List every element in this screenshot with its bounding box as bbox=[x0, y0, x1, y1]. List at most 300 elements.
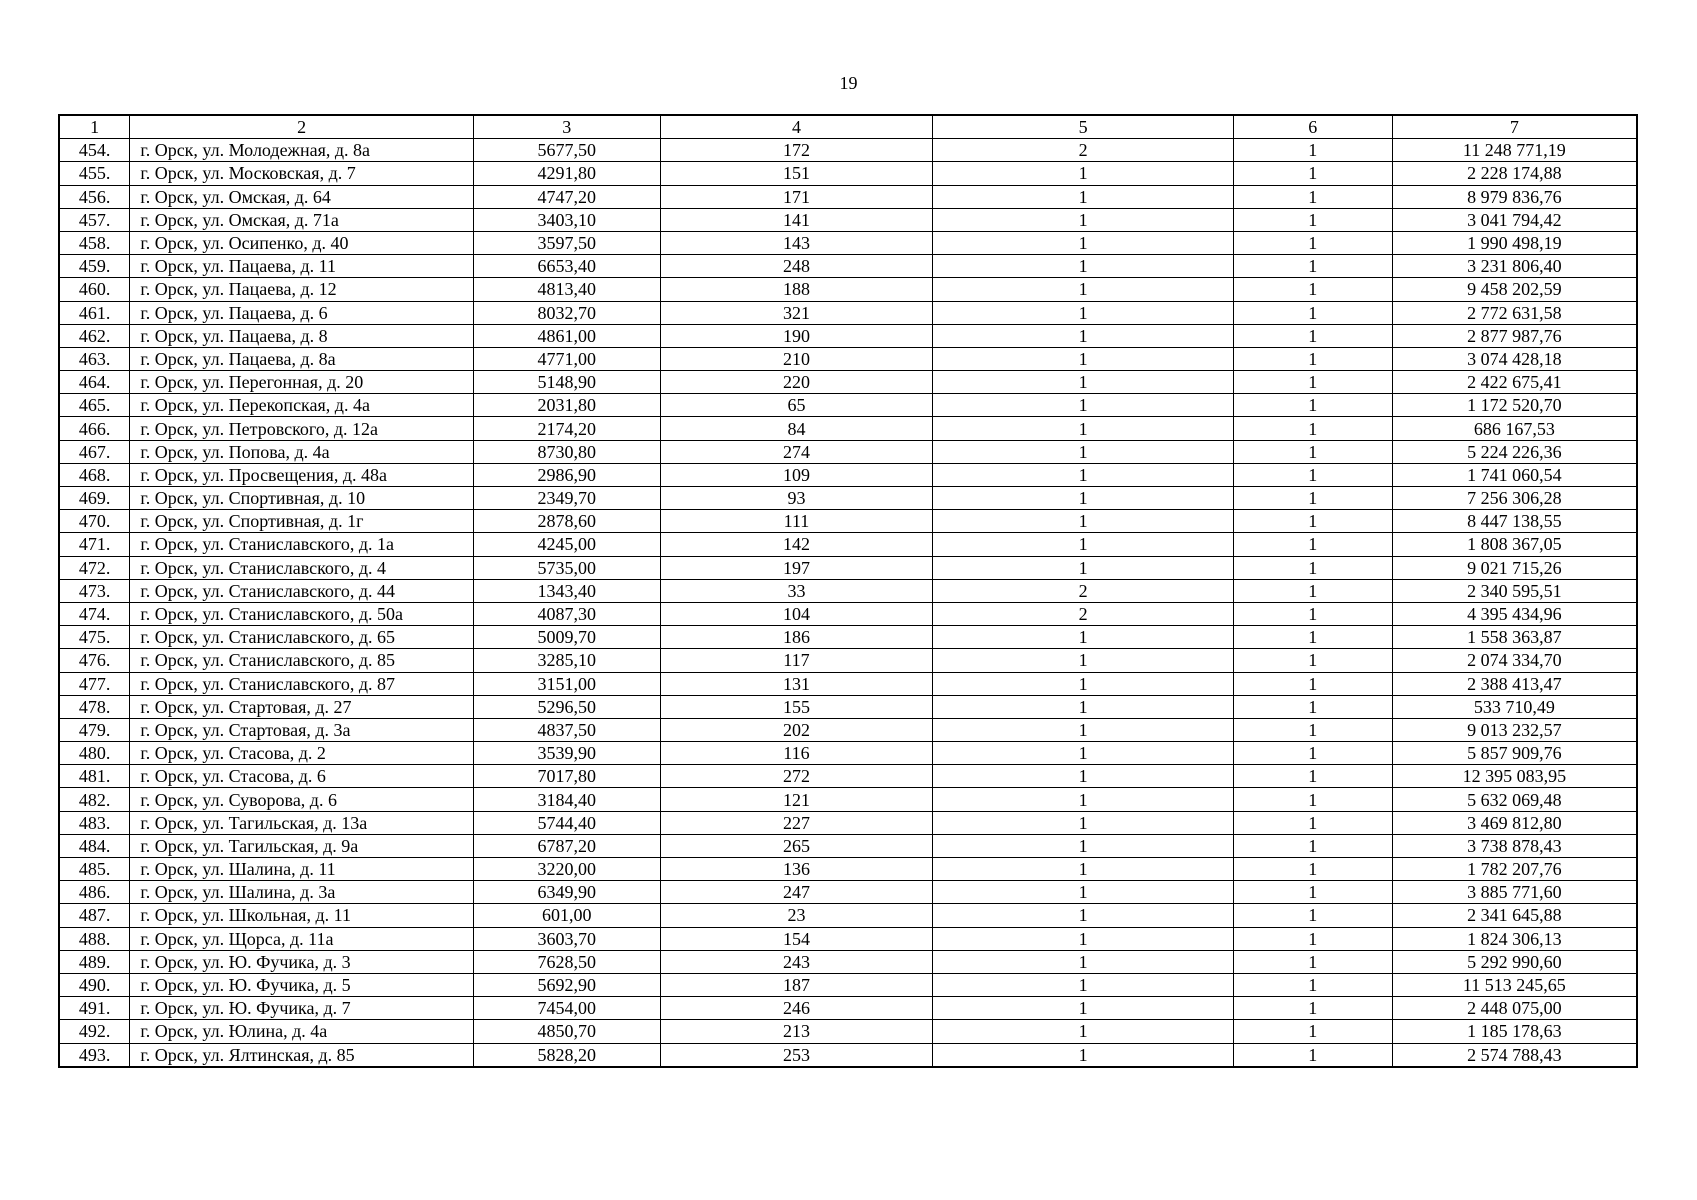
column-header: 5 bbox=[933, 115, 1234, 139]
col6-cell: 1 bbox=[1233, 788, 1392, 811]
column-header: 3 bbox=[473, 115, 660, 139]
row-number-cell: 468. bbox=[59, 463, 130, 486]
area-cell: 3285,10 bbox=[473, 649, 660, 672]
count-cell: 155 bbox=[660, 695, 933, 718]
count-cell: 151 bbox=[660, 162, 933, 185]
row-number-cell: 478. bbox=[59, 695, 130, 718]
address-cell: г. Орск, ул. Юлина, д. 4а bbox=[130, 1020, 474, 1043]
count-cell: 187 bbox=[660, 973, 933, 996]
address-cell: г. Орск, ул. Тагильская, д. 9а bbox=[130, 834, 474, 857]
area-cell: 6653,40 bbox=[473, 255, 660, 278]
col5-cell: 1 bbox=[933, 811, 1234, 834]
col5-cell: 1 bbox=[933, 950, 1234, 973]
amount-cell: 1 172 520,70 bbox=[1392, 394, 1637, 417]
col6-cell: 1 bbox=[1233, 533, 1392, 556]
row-number-cell: 481. bbox=[59, 765, 130, 788]
address-cell: г. Орск, ул. Перекопская, д. 4а bbox=[130, 394, 474, 417]
count-cell: 143 bbox=[660, 231, 933, 254]
address-cell: г. Орск, ул. Ю. Фучика, д. 7 bbox=[130, 997, 474, 1020]
area-cell: 3220,00 bbox=[473, 858, 660, 881]
row-number-cell: 473. bbox=[59, 579, 130, 602]
area-cell: 5296,50 bbox=[473, 695, 660, 718]
table-row bbox=[59, 672, 1637, 695]
count-cell: 65 bbox=[660, 394, 933, 417]
area-cell: 5735,00 bbox=[473, 556, 660, 579]
count-cell: 154 bbox=[660, 927, 933, 950]
column-header: 6 bbox=[1233, 115, 1392, 139]
table-row bbox=[59, 626, 1637, 649]
area-cell: 4747,20 bbox=[473, 185, 660, 208]
area-cell: 3184,40 bbox=[473, 788, 660, 811]
column-header: 1 bbox=[59, 115, 130, 139]
table-row bbox=[59, 1043, 1637, 1067]
row-number-cell: 487. bbox=[59, 904, 130, 927]
table-row bbox=[59, 904, 1637, 927]
area-cell: 4245,00 bbox=[473, 533, 660, 556]
amount-cell: 3 074 428,18 bbox=[1392, 347, 1637, 370]
table-row bbox=[59, 718, 1637, 741]
area-cell: 5692,90 bbox=[473, 973, 660, 996]
address-cell: г. Орск, ул. Попова, д. 4а bbox=[130, 440, 474, 463]
count-cell: 265 bbox=[660, 834, 933, 857]
table-row bbox=[59, 255, 1637, 278]
count-cell: 321 bbox=[660, 301, 933, 324]
area-cell: 5009,70 bbox=[473, 626, 660, 649]
amount-cell: 11 513 245,65 bbox=[1392, 973, 1637, 996]
amount-cell: 1 558 363,87 bbox=[1392, 626, 1637, 649]
address-cell: г. Орск, ул. Спортивная, д. 10 bbox=[130, 487, 474, 510]
table-row bbox=[59, 371, 1637, 394]
col5-cell: 1 bbox=[933, 255, 1234, 278]
amount-cell: 1 990 498,19 bbox=[1392, 231, 1637, 254]
column-header: 7 bbox=[1392, 115, 1637, 139]
address-cell: г. Орск, ул. Щорса, д. 11а bbox=[130, 927, 474, 950]
col5-cell: 1 bbox=[933, 973, 1234, 996]
address-cell: г. Орск, ул. Станиславского, д. 65 bbox=[130, 626, 474, 649]
table-row bbox=[59, 487, 1637, 510]
col5-cell: 1 bbox=[933, 463, 1234, 486]
area-cell: 2986,90 bbox=[473, 463, 660, 486]
address-cell: г. Орск, ул. Шалина, д. 3а bbox=[130, 881, 474, 904]
table-row bbox=[59, 1020, 1637, 1043]
amount-cell: 9 013 232,57 bbox=[1392, 718, 1637, 741]
row-number-cell: 474. bbox=[59, 602, 130, 625]
col5-cell: 1 bbox=[933, 347, 1234, 370]
address-cell: г. Орск, ул. Шалина, д. 11 bbox=[130, 858, 474, 881]
col6-cell: 1 bbox=[1233, 440, 1392, 463]
row-number-cell: 454. bbox=[59, 139, 130, 162]
count-cell: 111 bbox=[660, 510, 933, 533]
table-row bbox=[59, 927, 1637, 950]
table-row bbox=[59, 788, 1637, 811]
count-cell: 33 bbox=[660, 579, 933, 602]
col6-cell: 1 bbox=[1233, 487, 1392, 510]
table-row bbox=[59, 695, 1637, 718]
table-row bbox=[59, 301, 1637, 324]
table-row bbox=[59, 811, 1637, 834]
col6-cell: 1 bbox=[1233, 672, 1392, 695]
address-cell: г. Орск, ул. Ю. Фучика, д. 3 bbox=[130, 950, 474, 973]
col5-cell: 1 bbox=[933, 185, 1234, 208]
row-number-cell: 482. bbox=[59, 788, 130, 811]
count-cell: 93 bbox=[660, 487, 933, 510]
row-number-cell: 465. bbox=[59, 394, 130, 417]
col6-cell: 1 bbox=[1233, 255, 1392, 278]
address-cell: г. Орск, ул. Московская, д. 7 bbox=[130, 162, 474, 185]
count-cell: 141 bbox=[660, 208, 933, 231]
amount-cell: 686 167,53 bbox=[1392, 417, 1637, 440]
area-cell: 6349,90 bbox=[473, 881, 660, 904]
address-cell: г. Орск, ул. Стартовая, д. 3а bbox=[130, 718, 474, 741]
area-cell: 8032,70 bbox=[473, 301, 660, 324]
table-row bbox=[59, 950, 1637, 973]
amount-cell: 3 231 806,40 bbox=[1392, 255, 1637, 278]
table-row bbox=[59, 162, 1637, 185]
table-header-row bbox=[59, 115, 1637, 139]
table-row bbox=[59, 208, 1637, 231]
col6-cell: 1 bbox=[1233, 997, 1392, 1020]
col6-cell: 1 bbox=[1233, 858, 1392, 881]
col6-cell: 1 bbox=[1233, 324, 1392, 347]
col6-cell: 1 bbox=[1233, 231, 1392, 254]
col6-cell: 1 bbox=[1233, 417, 1392, 440]
col5-cell: 1 bbox=[933, 1020, 1234, 1043]
row-number-cell: 455. bbox=[59, 162, 130, 185]
row-number-cell: 462. bbox=[59, 324, 130, 347]
area-cell: 3597,50 bbox=[473, 231, 660, 254]
address-cell: г. Орск, ул. Станиславского, д. 87 bbox=[130, 672, 474, 695]
table-row bbox=[59, 533, 1637, 556]
area-cell: 8730,80 bbox=[473, 440, 660, 463]
col5-cell: 1 bbox=[933, 672, 1234, 695]
table-row bbox=[59, 463, 1637, 486]
amount-cell: 1 808 367,05 bbox=[1392, 533, 1637, 556]
count-cell: 227 bbox=[660, 811, 933, 834]
area-cell: 2349,70 bbox=[473, 487, 660, 510]
count-cell: 84 bbox=[660, 417, 933, 440]
amount-cell: 533 710,49 bbox=[1392, 695, 1637, 718]
row-number-cell: 493. bbox=[59, 1043, 130, 1067]
table-row bbox=[59, 510, 1637, 533]
col6-cell: 1 bbox=[1233, 556, 1392, 579]
col5-cell: 1 bbox=[933, 765, 1234, 788]
col6-cell: 1 bbox=[1233, 695, 1392, 718]
col6-cell: 1 bbox=[1233, 185, 1392, 208]
col6-cell: 1 bbox=[1233, 649, 1392, 672]
amount-cell: 2 340 595,51 bbox=[1392, 579, 1637, 602]
address-cell: г. Орск, ул. Петровского, д. 12а bbox=[130, 417, 474, 440]
col6-cell: 1 bbox=[1233, 973, 1392, 996]
col5-cell: 1 bbox=[933, 927, 1234, 950]
row-number-cell: 459. bbox=[59, 255, 130, 278]
table-row bbox=[59, 185, 1637, 208]
col6-cell: 1 bbox=[1233, 811, 1392, 834]
area-cell: 3603,70 bbox=[473, 927, 660, 950]
col5-cell: 1 bbox=[933, 834, 1234, 857]
row-number-cell: 490. bbox=[59, 973, 130, 996]
table-row bbox=[59, 394, 1637, 417]
col6-cell: 1 bbox=[1233, 463, 1392, 486]
row-number-cell: 457. bbox=[59, 208, 130, 231]
address-cell: г. Орск, ул. Пацаева, д. 6 bbox=[130, 301, 474, 324]
col6-cell: 1 bbox=[1233, 718, 1392, 741]
table-body bbox=[59, 139, 1637, 1067]
row-number-cell: 456. bbox=[59, 185, 130, 208]
table-row bbox=[59, 231, 1637, 254]
col5-cell: 1 bbox=[933, 301, 1234, 324]
area-cell: 5828,20 bbox=[473, 1043, 660, 1067]
area-cell: 4837,50 bbox=[473, 718, 660, 741]
amount-cell: 5 224 226,36 bbox=[1392, 440, 1637, 463]
area-cell: 4861,00 bbox=[473, 324, 660, 347]
col5-cell: 1 bbox=[933, 718, 1234, 741]
count-cell: 274 bbox=[660, 440, 933, 463]
table-row bbox=[59, 765, 1637, 788]
page-number: 19 bbox=[839, 73, 858, 93]
col6-cell: 1 bbox=[1233, 510, 1392, 533]
col5-cell: 2 bbox=[933, 579, 1234, 602]
address-cell: г. Орск, ул. Станиславского, д. 44 bbox=[130, 579, 474, 602]
col6-cell: 1 bbox=[1233, 1043, 1392, 1067]
col5-cell: 1 bbox=[933, 417, 1234, 440]
row-number-cell: 480. bbox=[59, 742, 130, 765]
amount-cell: 5 857 909,76 bbox=[1392, 742, 1637, 765]
col5-cell: 1 bbox=[933, 371, 1234, 394]
row-number-cell: 467. bbox=[59, 440, 130, 463]
table-row bbox=[59, 742, 1637, 765]
col5-cell: 1 bbox=[933, 324, 1234, 347]
col5-cell: 1 bbox=[933, 208, 1234, 231]
col5-cell: 1 bbox=[933, 162, 1234, 185]
col5-cell: 1 bbox=[933, 742, 1234, 765]
address-cell: г. Орск, ул. Спортивная, д. 1г bbox=[130, 510, 474, 533]
amount-cell: 11 248 771,19 bbox=[1392, 139, 1637, 162]
address-cell: г. Орск, ул. Омская, д. 71а bbox=[130, 208, 474, 231]
column-header: 2 bbox=[130, 115, 474, 139]
amount-cell: 2 228 174,88 bbox=[1392, 162, 1637, 185]
amount-cell: 1 741 060,54 bbox=[1392, 463, 1637, 486]
table-row bbox=[59, 347, 1637, 370]
col6-cell: 1 bbox=[1233, 347, 1392, 370]
area-cell: 4291,80 bbox=[473, 162, 660, 185]
row-number-cell: 472. bbox=[59, 556, 130, 579]
table-row bbox=[59, 139, 1637, 162]
col5-cell: 1 bbox=[933, 510, 1234, 533]
table-row bbox=[59, 997, 1637, 1020]
amount-cell: 5 632 069,48 bbox=[1392, 788, 1637, 811]
col6-cell: 1 bbox=[1233, 742, 1392, 765]
address-cell: г. Орск, ул. Станиславского, д. 4 bbox=[130, 556, 474, 579]
amount-cell: 5 292 990,60 bbox=[1392, 950, 1637, 973]
col6-cell: 1 bbox=[1233, 881, 1392, 904]
count-cell: 246 bbox=[660, 997, 933, 1020]
row-number-cell: 486. bbox=[59, 881, 130, 904]
col5-cell: 1 bbox=[933, 997, 1234, 1020]
count-cell: 197 bbox=[660, 556, 933, 579]
row-number-cell: 463. bbox=[59, 347, 130, 370]
address-cell: г. Орск, ул. Тагильская, д. 13а bbox=[130, 811, 474, 834]
area-cell: 4813,40 bbox=[473, 278, 660, 301]
col5-cell: 1 bbox=[933, 533, 1234, 556]
count-cell: 202 bbox=[660, 718, 933, 741]
col5-cell: 1 bbox=[933, 394, 1234, 417]
col6-cell: 1 bbox=[1233, 765, 1392, 788]
address-cell: г. Орск, ул. Стартовая, д. 27 bbox=[130, 695, 474, 718]
count-cell: 136 bbox=[660, 858, 933, 881]
address-cell: г. Орск, ул. Ялтинская, д. 85 bbox=[130, 1043, 474, 1067]
address-cell: г. Орск, ул. Осипенко, д. 40 bbox=[130, 231, 474, 254]
col6-cell: 1 bbox=[1233, 1020, 1392, 1043]
count-cell: 243 bbox=[660, 950, 933, 973]
row-number-cell: 475. bbox=[59, 626, 130, 649]
amount-cell: 8 979 836,76 bbox=[1392, 185, 1637, 208]
col5-cell: 1 bbox=[933, 695, 1234, 718]
address-cell: г. Орск, ул. Станиславского, д. 1а bbox=[130, 533, 474, 556]
column-header: 4 bbox=[660, 115, 933, 139]
row-number-cell: 484. bbox=[59, 834, 130, 857]
col6-cell: 1 bbox=[1233, 162, 1392, 185]
address-cell: г. Орск, ул. Стасова, д. 6 bbox=[130, 765, 474, 788]
address-cell: г. Орск, ул. Просвещения, д. 48а bbox=[130, 463, 474, 486]
col5-cell: 1 bbox=[933, 556, 1234, 579]
row-number-cell: 477. bbox=[59, 672, 130, 695]
table-row bbox=[59, 649, 1637, 672]
col6-cell: 1 bbox=[1233, 208, 1392, 231]
amount-cell: 9 021 715,26 bbox=[1392, 556, 1637, 579]
area-cell: 3539,90 bbox=[473, 742, 660, 765]
count-cell: 272 bbox=[660, 765, 933, 788]
row-number-cell: 483. bbox=[59, 811, 130, 834]
count-cell: 23 bbox=[660, 904, 933, 927]
address-cell: г. Орск, ул. Суворова, д. 6 bbox=[130, 788, 474, 811]
address-cell: г. Орск, ул. Школьная, д. 11 bbox=[130, 904, 474, 927]
amount-cell: 3 738 878,43 bbox=[1392, 834, 1637, 857]
row-number-cell: 466. bbox=[59, 417, 130, 440]
amount-cell: 8 447 138,55 bbox=[1392, 510, 1637, 533]
area-cell: 2031,80 bbox=[473, 394, 660, 417]
area-cell: 601,00 bbox=[473, 904, 660, 927]
col5-cell: 2 bbox=[933, 602, 1234, 625]
amount-cell: 1 824 306,13 bbox=[1392, 927, 1637, 950]
col6-cell: 1 bbox=[1233, 834, 1392, 857]
area-cell: 5148,90 bbox=[473, 371, 660, 394]
col6-cell: 1 bbox=[1233, 278, 1392, 301]
area-cell: 4850,70 bbox=[473, 1020, 660, 1043]
row-number-cell: 479. bbox=[59, 718, 130, 741]
row-number-cell: 471. bbox=[59, 533, 130, 556]
col5-cell: 1 bbox=[933, 487, 1234, 510]
table-row bbox=[59, 579, 1637, 602]
col6-cell: 1 bbox=[1233, 904, 1392, 927]
table-row bbox=[59, 440, 1637, 463]
table-row bbox=[59, 417, 1637, 440]
count-cell: 171 bbox=[660, 185, 933, 208]
row-number-cell: 488. bbox=[59, 927, 130, 950]
amount-cell: 2 341 645,88 bbox=[1392, 904, 1637, 927]
address-cell: г. Орск, ул. Молодежная, д. 8а bbox=[130, 139, 474, 162]
row-number-cell: 476. bbox=[59, 649, 130, 672]
address-cell: г. Орск, ул. Перегонная, д. 20 bbox=[130, 371, 474, 394]
row-number-cell: 464. bbox=[59, 371, 130, 394]
count-cell: 248 bbox=[660, 255, 933, 278]
area-cell: 7628,50 bbox=[473, 950, 660, 973]
area-cell: 3403,10 bbox=[473, 208, 660, 231]
col6-cell: 1 bbox=[1233, 579, 1392, 602]
count-cell: 142 bbox=[660, 533, 933, 556]
col6-cell: 1 bbox=[1233, 927, 1392, 950]
count-cell: 253 bbox=[660, 1043, 933, 1067]
area-cell: 5677,50 bbox=[473, 139, 660, 162]
col5-cell: 1 bbox=[933, 440, 1234, 463]
table-row bbox=[59, 881, 1637, 904]
col5-cell: 1 bbox=[933, 231, 1234, 254]
address-cell: г. Орск, ул. Стасова, д. 2 bbox=[130, 742, 474, 765]
area-cell: 5744,40 bbox=[473, 811, 660, 834]
col5-cell: 1 bbox=[933, 1043, 1234, 1067]
row-number-cell: 489. bbox=[59, 950, 130, 973]
col5-cell: 1 bbox=[933, 278, 1234, 301]
count-cell: 109 bbox=[660, 463, 933, 486]
row-number-cell: 470. bbox=[59, 510, 130, 533]
count-cell: 172 bbox=[660, 139, 933, 162]
area-cell: 2878,60 bbox=[473, 510, 660, 533]
area-cell: 6787,20 bbox=[473, 834, 660, 857]
count-cell: 190 bbox=[660, 324, 933, 347]
area-cell: 2174,20 bbox=[473, 417, 660, 440]
col5-cell: 2 bbox=[933, 139, 1234, 162]
table-row bbox=[59, 278, 1637, 301]
count-cell: 131 bbox=[660, 672, 933, 695]
count-cell: 188 bbox=[660, 278, 933, 301]
address-cell: г. Орск, ул. Ю. Фучика, д. 5 bbox=[130, 973, 474, 996]
row-number-cell: 492. bbox=[59, 1020, 130, 1043]
count-cell: 186 bbox=[660, 626, 933, 649]
col6-cell: 1 bbox=[1233, 602, 1392, 625]
row-number-cell: 460. bbox=[59, 278, 130, 301]
address-cell: г. Орск, ул. Пацаева, д. 11 bbox=[130, 255, 474, 278]
col6-cell: 1 bbox=[1233, 394, 1392, 417]
row-number-cell: 458. bbox=[59, 231, 130, 254]
col5-cell: 1 bbox=[933, 881, 1234, 904]
area-cell: 3151,00 bbox=[473, 672, 660, 695]
area-cell: 1343,40 bbox=[473, 579, 660, 602]
amount-cell: 9 458 202,59 bbox=[1392, 278, 1637, 301]
col6-cell: 1 bbox=[1233, 626, 1392, 649]
amount-cell: 1 782 207,76 bbox=[1392, 858, 1637, 881]
area-cell: 4771,00 bbox=[473, 347, 660, 370]
table-row bbox=[59, 324, 1637, 347]
col6-cell: 1 bbox=[1233, 371, 1392, 394]
amount-cell: 12 395 083,95 bbox=[1392, 765, 1637, 788]
amount-cell: 3 469 812,80 bbox=[1392, 811, 1637, 834]
col5-cell: 1 bbox=[933, 649, 1234, 672]
col6-cell: 1 bbox=[1233, 950, 1392, 973]
area-cell: 7017,80 bbox=[473, 765, 660, 788]
row-number-cell: 461. bbox=[59, 301, 130, 324]
count-cell: 210 bbox=[660, 347, 933, 370]
count-cell: 213 bbox=[660, 1020, 933, 1043]
area-cell: 7454,00 bbox=[473, 997, 660, 1020]
count-cell: 104 bbox=[660, 602, 933, 625]
table-row bbox=[59, 602, 1637, 625]
address-cell: г. Орск, ул. Станиславского, д. 85 bbox=[130, 649, 474, 672]
count-cell: 121 bbox=[660, 788, 933, 811]
col5-cell: 1 bbox=[933, 858, 1234, 881]
count-cell: 116 bbox=[660, 742, 933, 765]
amount-cell: 2 448 075,00 bbox=[1392, 997, 1637, 1020]
count-cell: 220 bbox=[660, 371, 933, 394]
row-number-cell: 469. bbox=[59, 487, 130, 510]
